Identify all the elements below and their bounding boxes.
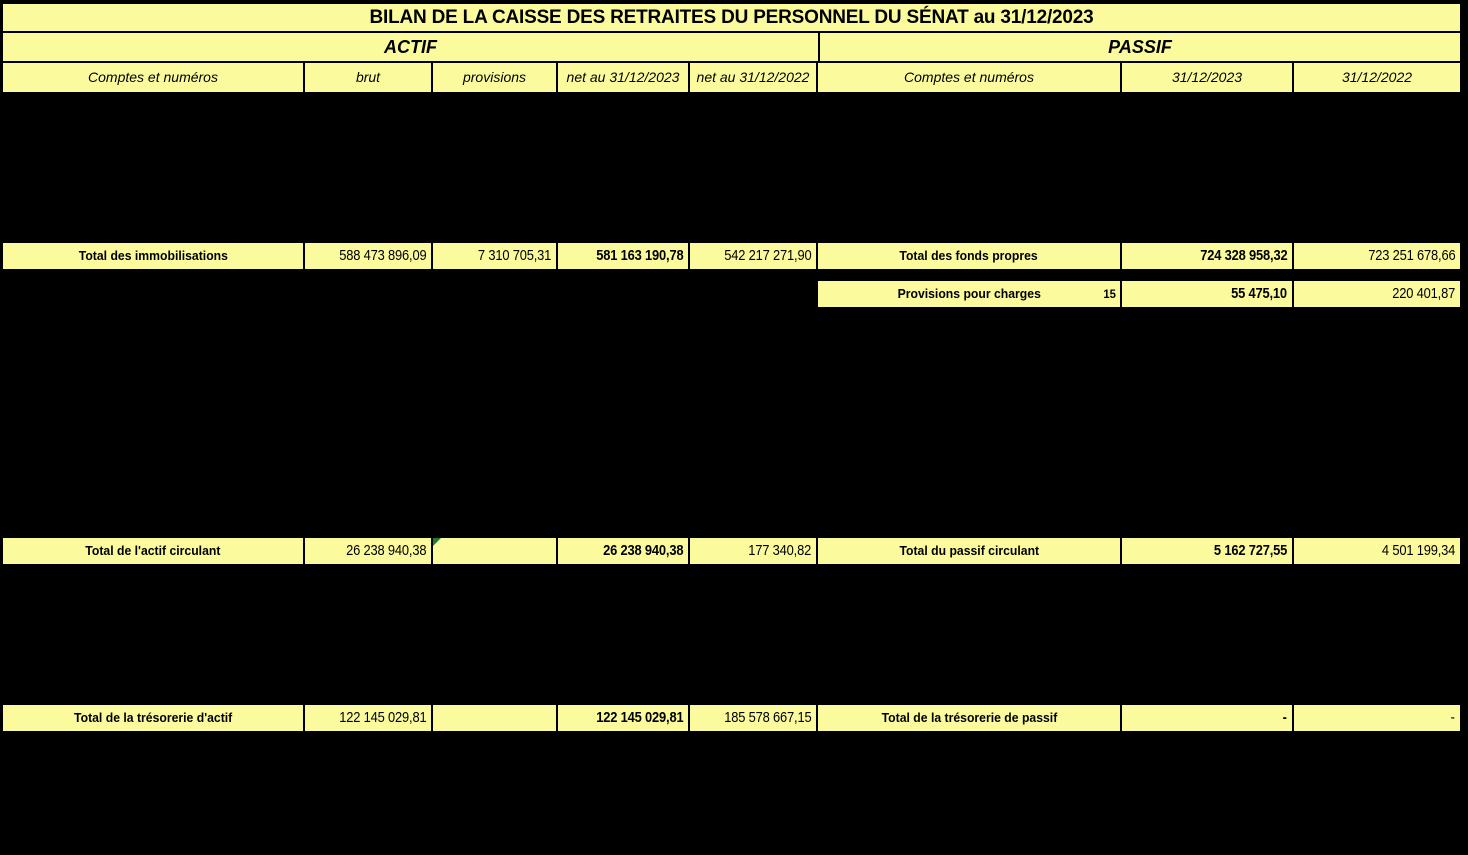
column-header-row [3,63,1462,92]
immobilisations-net-2023-value: 581 163 190,78 [595,247,683,264]
cell-tresorerie-brut[interactable] [305,705,433,731]
spacer-cell [558,281,690,307]
cell-error-indicator-icon[interactable] [433,538,441,546]
fonds-propres-label: Total des fonds propres [899,248,1039,263]
provisions-charges-label: Provisions pour charges [897,286,1041,301]
immobilisations-provisions-value: 7 310 705,31 [477,247,551,264]
tresorerie-passif-2023-value: - [1282,709,1287,726]
spacer-cell [305,281,433,307]
tresorerie-net-2023-value: 122 145 029,81 [595,709,683,726]
actif-circulant-label: Total de l'actif circulant [85,543,221,558]
title-row [3,4,1462,31]
col-header-brut[interactable]: brut [305,63,433,92]
cell-actif-circulant-brut[interactable] [305,538,433,564]
col-header-passif-comptes[interactable]: Comptes et numéros [818,63,1122,92]
cell-actif-circulant-net-2022[interactable] [690,538,818,564]
cell-actif-circulant-label[interactable] [3,538,305,564]
row-actif-circulant [3,538,1462,564]
col-header-actif-comptes[interactable]: Comptes et numéros [3,63,305,92]
cell-immobilisations-net-2022[interactable] [690,243,818,269]
cell-actif-circulant-provisions[interactable] [433,538,558,564]
actif-circulant-net-2022-value: 177 340,82 [748,542,811,559]
cell-provisions-charges-2022[interactable] [1294,281,1462,307]
section-header-passif: PASSIF [820,33,1462,61]
spacer-cell [3,281,305,307]
row-provisions-pour-charges [3,281,1462,307]
cell-fonds-propres-2022[interactable] [1294,243,1462,269]
cell-immobilisations-brut[interactable] [305,243,433,269]
cell-provisions-charges-2023[interactable] [1122,281,1294,307]
tresorerie-brut-value: 122 145 029,81 [338,709,426,726]
actif-circulant-net-2023-value: 26 238 940,38 [602,542,683,559]
cell-immobilisations-net-2023[interactable] [558,243,690,269]
tresorerie-net-2022-value: 185 578 667,15 [723,709,811,726]
passif-circulant-2023-value: 5 162 727,55 [1213,542,1287,559]
provisions-charges-2022-value: 220 401,87 [1392,285,1455,302]
section-header-row [3,33,1462,61]
tresorerie-actif-label: Total de la trésorerie d'actif [73,710,233,725]
provisions-charges-2023-value: 55 475,10 [1231,285,1287,302]
section-header-actif: ACTIF [3,33,820,61]
row-tresorerie [3,705,1462,731]
col-header-passif-2022[interactable]: 31/12/2022 [1294,63,1462,92]
cell-fonds-propres-label[interactable] [818,243,1122,269]
immobilisations-net-2022-value: 542 217 271,90 [723,247,811,264]
row-total-immobilisations [3,243,1462,269]
cell-immobilisations-provisions[interactable] [433,243,558,269]
cell-passif-circulant-2022[interactable] [1294,538,1462,564]
tresorerie-passif-label: Total de la trésorerie de passif [881,710,1057,725]
col-header-provisions[interactable]: provisions [433,63,558,92]
tresorerie-passif-2022-value: - [1450,709,1455,726]
cell-passif-circulant-2023[interactable] [1122,538,1294,564]
cell-tresorerie-passif-2022[interactable] [1294,705,1462,731]
spacer-cell [690,281,818,307]
cell-tresorerie-provisions[interactable] [433,705,558,731]
cell-actif-circulant-net-2023[interactable] [558,538,690,564]
cell-fonds-propres-2023[interactable] [1122,243,1294,269]
cell-tresorerie-passif-2023[interactable] [1122,705,1294,731]
passif-circulant-label: Total du passif circulant [899,543,1039,558]
fonds-propres-2023-value: 724 328 958,32 [1199,247,1287,264]
cell-tresorerie-actif-label[interactable] [3,705,305,731]
cell-provisions-charges-label[interactable] [818,281,1122,307]
immobilisations-label: Total des immobilisations [78,248,228,263]
passif-circulant-2022-value: 4 501 199,34 [1381,542,1455,559]
spacer-cell [433,281,558,307]
col-header-net-2023[interactable]: net au 31/12/2023 [558,63,690,92]
provisions-charges-account-number: 15 [1103,287,1116,301]
immobilisations-brut-value: 588 473 896,09 [338,247,426,264]
cell-tresorerie-net-2023[interactable] [558,705,690,731]
cell-passif-circulant-label[interactable] [818,538,1122,564]
actif-circulant-brut-value: 26 238 940,38 [345,542,426,559]
col-header-passif-2023[interactable]: 31/12/2023 [1122,63,1294,92]
cell-tresorerie-passif-label[interactable] [818,705,1122,731]
col-header-net-2022[interactable]: net au 31/12/2022 [690,63,818,92]
cell-tresorerie-net-2022[interactable] [690,705,818,731]
page-title: BILAN DE LA CAISSE DES RETRAITES DU PERSONNEL DU SÉNAT au 31/12/2023 [3,4,1462,31]
cell-immobilisations-label[interactable] [3,243,305,269]
fonds-propres-2022-value: 723 251 678,66 [1367,247,1455,264]
